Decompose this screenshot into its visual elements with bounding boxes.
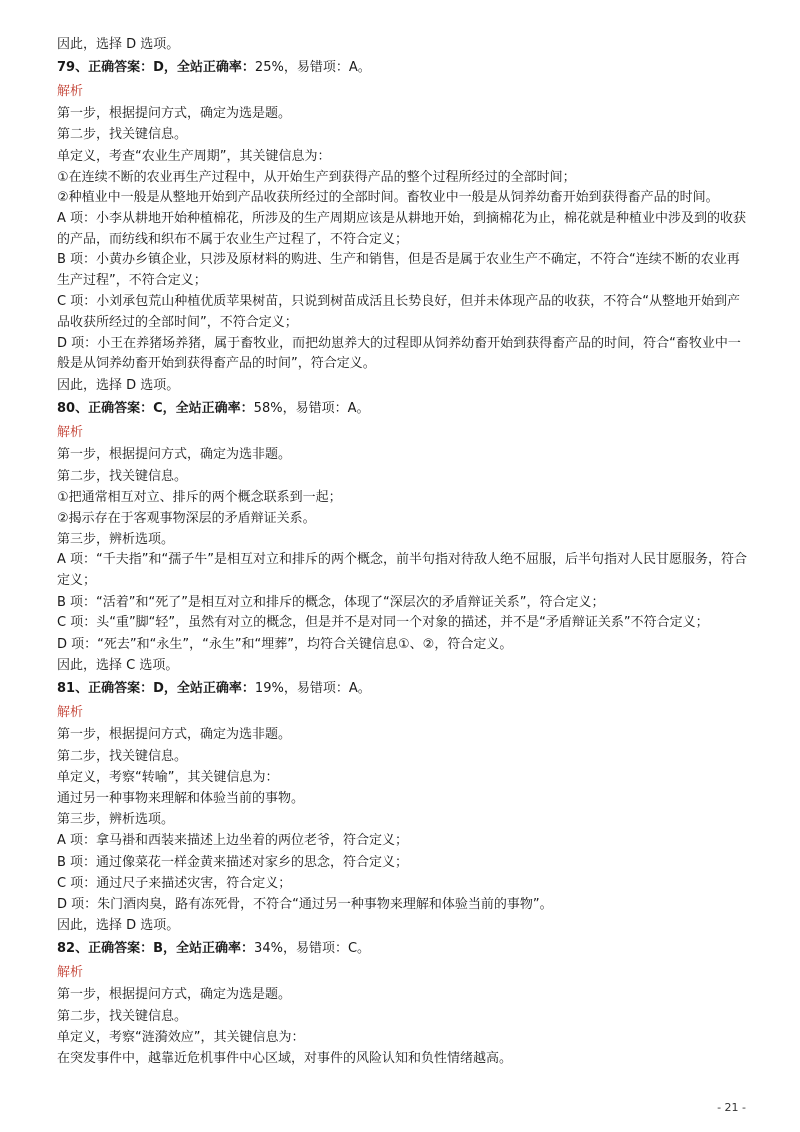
- analysis-line: 第一步，根据提问方式，确定为选是题。: [57, 987, 292, 1003]
- analysis-line: 因此，选择 D 选项。: [57, 918, 180, 934]
- answer-label: 81、正确答案：: [57, 681, 154, 697]
- analysis-line: A 项：“千夫指”和“孺子牛”是相互对立和排斥的两个概念，前半句指对待敌人绝不屈服，后半句指对人民甘愿服务，符合定义；: [57, 552, 747, 589]
- question-79: [57, 57, 747, 396]
- rate-value: 25%，易错项：A。: [254, 60, 371, 76]
- analysis-line: 单定义，考察“涟漪效应”，其关键信息为：: [57, 1029, 305, 1045]
- analysis-line: 第三步，辨析选项。: [57, 532, 175, 548]
- analysis-line: 第二步，找关键信息。: [57, 127, 188, 143]
- analysis-line: ①把通常相互对立、排斥的两个概念联系到一起；: [57, 489, 342, 505]
- rate-label: 全站正确率：: [176, 60, 255, 76]
- analysis-line: ②揭示存在于客观事物深层的矛盾辩证关系。: [57, 511, 316, 526]
- header-sep: ，: [163, 681, 177, 697]
- answer-value: C: [153, 401, 163, 417]
- question-80: [57, 398, 747, 676]
- analysis-line: B 项：“活着”和“死了”是相互对立和排斥的概念，体现了“深层次的矛盾辩证关系”，符合定义；: [57, 595, 605, 610]
- analysis-line: 因此，选择 D 选项。: [57, 378, 180, 394]
- answer-label: 82、正确答案：: [57, 941, 154, 957]
- document-page: [57, 34, 747, 1069]
- analysis-line: 第二步，找关键信息。: [57, 1008, 188, 1024]
- analysis-line: 第一步，根据提问方式，确定为选是题。: [57, 106, 292, 122]
- rate-value: 34%，易错项：C。: [254, 941, 371, 957]
- question-header: [57, 678, 747, 700]
- header-sep: ，: [163, 60, 177, 76]
- analysis-line: ②种植业中一般是从整地开始到产品收获所经过的全部时间。畜牧业中一般是从饲养幼畜开始到获得畜产品的时间。: [57, 190, 719, 206]
- analysis-line: D 项：小王在养猪场养猪，属于畜牧业，而把幼崽养大的过程即从饲养幼畜开始到获得畜产品的时间，符合“畜牧业中一般是从饲养幼畜开始到获得畜产品的时间”，符合定义。: [57, 335, 741, 372]
- analysis-heading: 解析: [57, 425, 84, 441]
- question-header: [57, 938, 747, 960]
- analysis-line: 在突发事件中，越靠近危机事件中心区域，对事件的风险认知和负性情绪越高。: [57, 1051, 513, 1067]
- answer-value: B: [153, 941, 164, 957]
- analysis-heading: 解析: [57, 84, 84, 100]
- analysis-line: ①在连续不断的农业再生产过程中，从开始生产到获得产品的整个过程所经过的全部时间；: [57, 169, 576, 185]
- header-sep: ，: [162, 401, 176, 417]
- question-header: [57, 57, 747, 79]
- analysis-line: 通过另一种事物来理解和体验当前的事物。: [57, 791, 305, 807]
- analysis-line: 第一步，根据提问方式，确定为选非题。: [57, 447, 292, 463]
- rate-label: 全站正确率：: [175, 401, 254, 417]
- rate-value: 19%，易错项：A。: [254, 681, 371, 697]
- analysis-line: 单定义，考查“农业生产周期”，其关键信息为：: [57, 148, 331, 164]
- analysis-line: A 项：小李从耕地开始种植棉花，所涉及的生产周期应该是从耕地开始，到摘棉花为止，棉花就是种植业中涉及到的收获的产品，而纺线和织布不属于农业生产过程了，不符合定义；: [57, 210, 747, 247]
- analysis-line: C 项：头“重”脚“轻”，虽然有对立的概念，但是并不是对同一个对象的描述，并不是“矛盾辩证关系”不符合定义；: [57, 615, 709, 631]
- answer-label: 80、正确答案：: [57, 401, 154, 417]
- page-number: - 21 -: [717, 1101, 746, 1114]
- analysis-line: 第二步，找关键信息。: [57, 468, 188, 484]
- analysis-line: B 项：小黄办乡镇企业，只涉及原材料的购进、生产和销售，但是否是属于农业生产不确定，不符合“连续不断的农业再生产过程”，不符合定义；: [57, 252, 740, 289]
- analysis-line: A 项：拿马褂和西装来描述上边坐着的两位老爷，符合定义；: [57, 833, 409, 849]
- analysis-heading: 解析: [57, 705, 84, 721]
- analysis-heading: 解析: [57, 965, 84, 981]
- analysis-line: 单定义，考察“转喻”，其关键信息为：: [57, 769, 279, 785]
- analysis-line: D 项：“死去”和“永生”，“永生”和“埋葬”，均符合关键信息①、②，符合定义。: [57, 637, 513, 652]
- rate-label: 全站正确率：: [176, 941, 255, 957]
- analysis-line: C 项：通过尺子来描述灾害，符合定义；: [57, 875, 292, 891]
- analysis-line: 第二步，找关键信息。: [57, 748, 188, 764]
- question-81: [57, 678, 747, 936]
- question-header: [57, 398, 747, 420]
- question-82: [57, 938, 747, 1069]
- analysis-line: D 项：朱门酒肉臭，路有冻死骨，不符合“通过另一种事物来理解和体验当前的事物”。: [57, 897, 553, 913]
- analysis-line: 因此，选择 C 选项。: [57, 658, 179, 674]
- rate-label: 全站正确率：: [176, 681, 255, 697]
- rate-value: 58%，易错项：A。: [253, 401, 370, 417]
- analysis-line: C 项：小刘承包荒山种植优质苹果树苗，只说到树苗成活且长势良好，但并未体现产品的收获，不符合“从整地开始到产品收获所经过的全部时间”，不符合定义；: [57, 294, 740, 330]
- header-sep: ，: [163, 941, 177, 957]
- analysis-line: 第一步，根据提问方式，确定为选非题。: [57, 727, 292, 743]
- answer-value: D: [153, 681, 164, 697]
- analysis-line: 第三步，辨析选项。: [57, 812, 175, 828]
- answer-value: D: [153, 60, 164, 76]
- intro-line: 因此，选择 D 选项。: [57, 37, 180, 52]
- analysis-line: B 项：通过像菜花一样金黄来描述对家乡的思念，符合定义；: [57, 854, 409, 870]
- answer-label: 79、正确答案：: [57, 60, 154, 76]
